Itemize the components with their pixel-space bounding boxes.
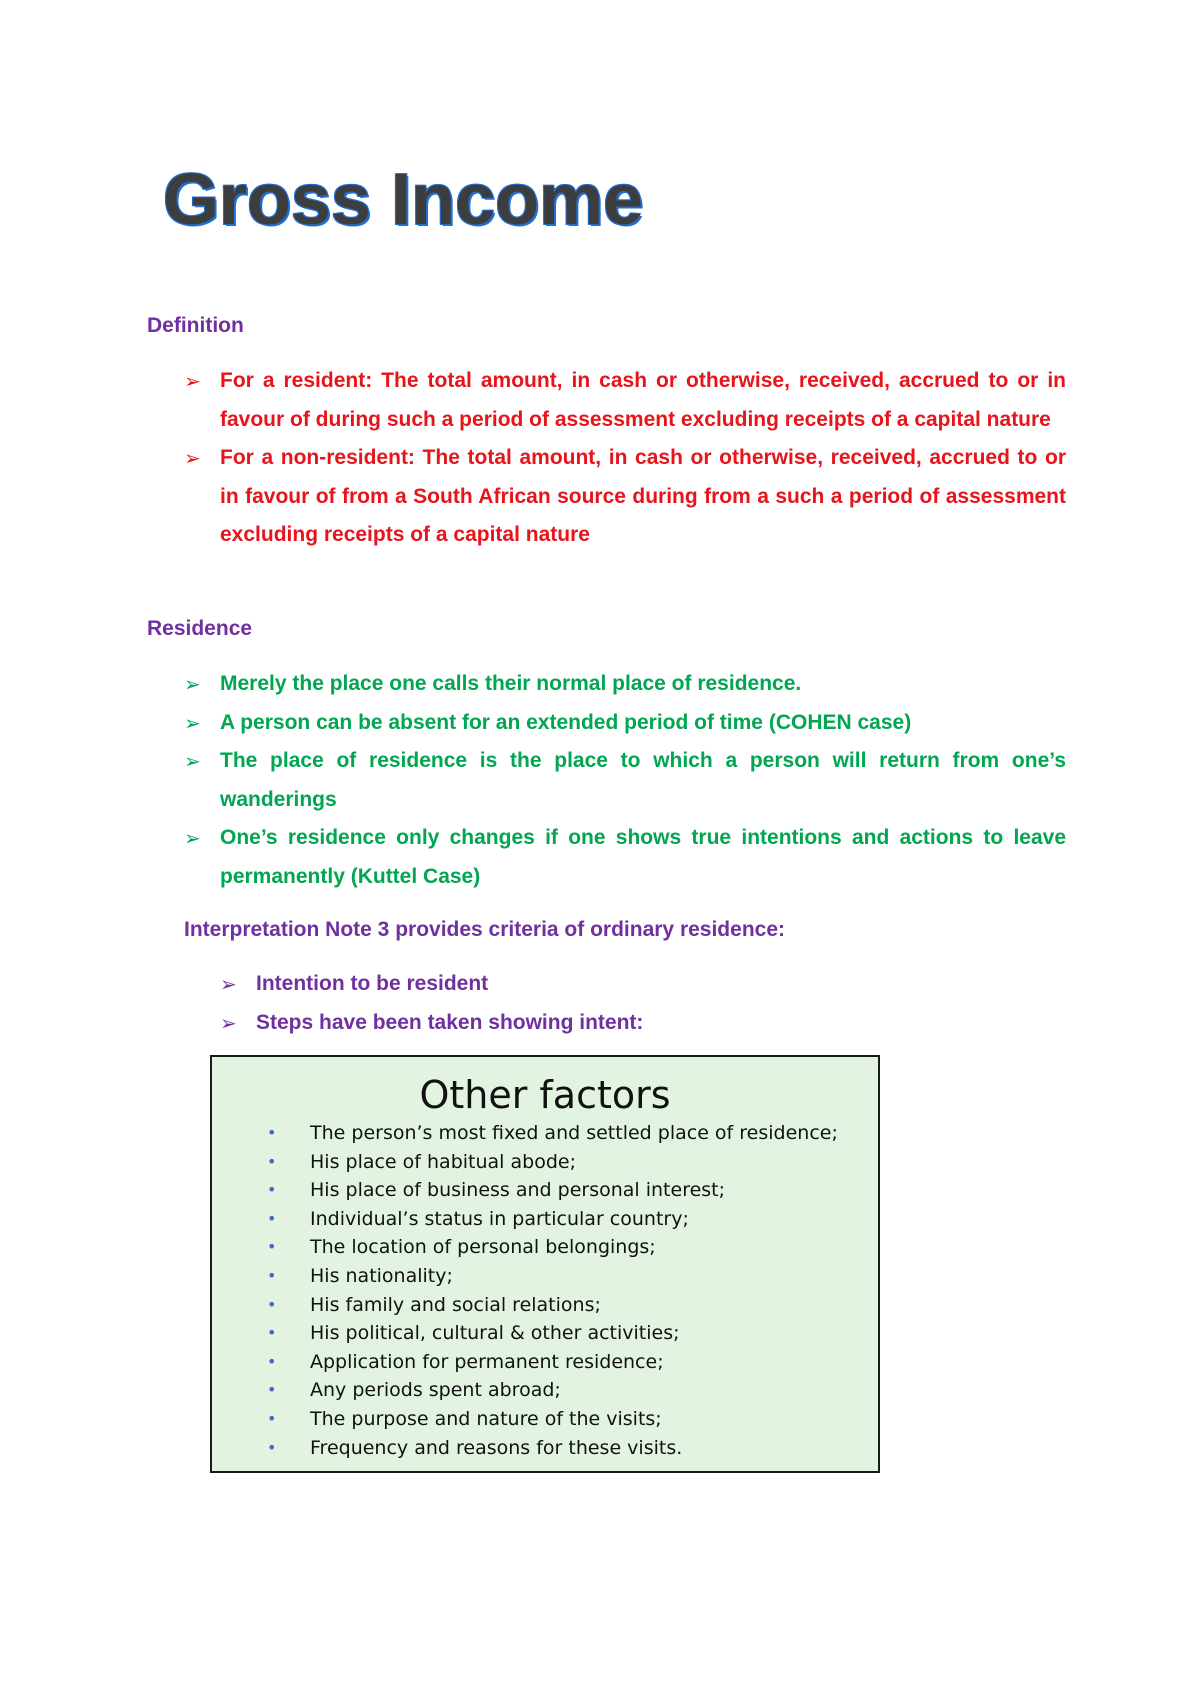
- residence-list: [184, 665, 1066, 896]
- list-item: [262, 1262, 838, 1291]
- list-item: [184, 439, 1066, 555]
- arrowhead-bullet-icon: ➢: [184, 710, 201, 735]
- list-item: [262, 1233, 838, 1262]
- arrowhead-bullet-icon: ➢: [220, 972, 237, 996]
- factor-item-text: Application for permanent residence;: [310, 1350, 664, 1373]
- factor-item-text: The location of personal belongings;: [310, 1236, 656, 1259]
- list-item: [184, 742, 1066, 819]
- list-item: [220, 965, 920, 1004]
- factor-item-text: His place of habitual abode;: [310, 1150, 576, 1173]
- other-factors-box: [210, 1055, 880, 1473]
- list-item: [262, 1119, 838, 1148]
- list-item: [262, 1148, 838, 1177]
- residence-item-text: The place of residence is the place to which a person will return from one’s wanderings: [220, 749, 1066, 811]
- interpretation-item-text: Steps have been taken showing intent:: [256, 1010, 644, 1034]
- dot-bullet-icon: •: [267, 1151, 277, 1171]
- factor-item-text: Any periods spent abroad;: [310, 1379, 561, 1402]
- arrowhead-bullet-icon: ➢: [184, 369, 201, 393]
- definition-item-text: For a non-resident: The total amount, in cash or otherwise, received, accrued to or in favour of from a South African source during from a such a period of assessment excluding receipts of a capital nature: [220, 446, 1066, 546]
- list-item: [262, 1291, 838, 1320]
- definition-item-text: For a resident: The total amount, in cash or otherwise, received, accrued to or in favour of during such a period of assessment excluding receipts of a capital nature: [220, 369, 1066, 431]
- list-item: [184, 819, 1066, 896]
- residence-item-text: A person can be absent for an extended period of time (COHEN case): [220, 710, 912, 734]
- dot-bullet-icon: •: [267, 1408, 277, 1428]
- list-item: [262, 1176, 838, 1205]
- factor-item-text: The person’s most fixed and settled place of residence;: [310, 1122, 838, 1144]
- list-item: [184, 362, 1066, 439]
- residence-heading: Residence: [147, 617, 253, 640]
- dot-bullet-icon: •: [267, 1351, 277, 1371]
- dot-bullet-icon: •: [267, 1265, 277, 1285]
- factor-item-text: The purpose and nature of the visits;: [310, 1407, 662, 1430]
- arrowhead-bullet-icon: ➢: [184, 672, 201, 696]
- interpretation-item-text: Intention to be resident: [256, 972, 489, 995]
- dot-bullet-icon: •: [267, 1237, 277, 1257]
- residence-item-text: One’s residence only changes if one shows true intentions and actions to leave permanently (Kuttel Case): [220, 826, 1066, 888]
- dot-bullet-icon: •: [267, 1380, 277, 1400]
- arrowhead-bullet-icon: ➢: [184, 826, 201, 850]
- list-item: [220, 1004, 920, 1043]
- factor-item-text: His nationality;: [310, 1264, 453, 1287]
- list-item: [184, 704, 1066, 743]
- dot-bullet-icon: •: [267, 1294, 277, 1314]
- interpretation-heading: Interpretation Note 3 provides criteria of ordinary residence:: [184, 918, 785, 941]
- list-item: [262, 1205, 838, 1234]
- dot-bullet-icon: •: [267, 1208, 277, 1228]
- list-item: [262, 1376, 838, 1405]
- dot-bullet-icon: •: [267, 1437, 277, 1457]
- arrowhead-bullet-icon: ➢: [184, 446, 201, 470]
- arrowhead-bullet-icon: ➢: [184, 749, 201, 773]
- list-item: [262, 1405, 838, 1434]
- factor-item-text: Frequency and reasons for these visits.: [310, 1436, 683, 1459]
- residence-item-text: Merely the place one calls their normal place of residence.: [220, 672, 802, 695]
- list-item: [262, 1319, 838, 1348]
- list-item: [262, 1348, 838, 1377]
- list-item: [184, 665, 1066, 704]
- definition-heading: Definition: [147, 314, 244, 337]
- list-item: [262, 1434, 838, 1463]
- other-factors-title: Other factors: [419, 1073, 671, 1117]
- dot-bullet-icon: •: [267, 1323, 277, 1343]
- factor-item-text: Individual’s status in particular country;: [310, 1207, 689, 1230]
- other-factors-list: [262, 1119, 838, 1462]
- arrowhead-bullet-icon: ➢: [220, 1010, 237, 1035]
- factor-item-text: His place of business and personal interest;: [310, 1179, 726, 1202]
- dot-bullet-icon: •: [267, 1180, 277, 1200]
- factor-item-text: His family and social relations;: [310, 1293, 601, 1316]
- page-title: Gross Income: [163, 160, 644, 240]
- interpretation-list: [220, 965, 920, 1042]
- dot-bullet-icon: •: [267, 1123, 277, 1142]
- definition-list: [184, 362, 1066, 555]
- factor-item-text: His political, cultural & other activities;: [310, 1322, 680, 1345]
